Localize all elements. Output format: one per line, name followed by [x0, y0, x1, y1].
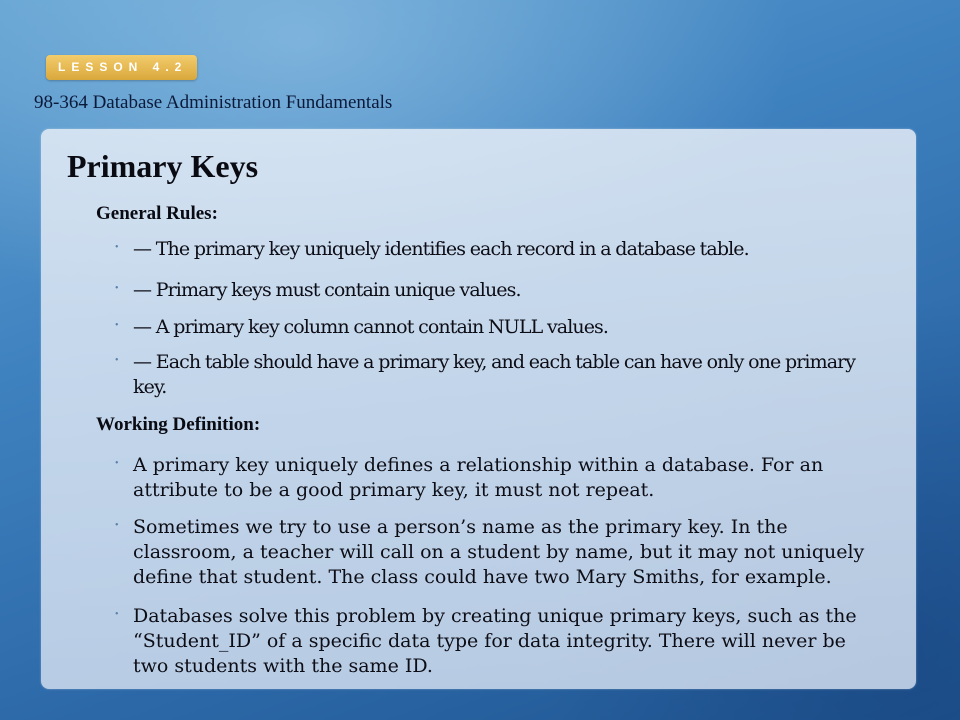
bullet-icon: • [115, 609, 119, 620]
list-item: — Primary keys must contain unique values. [133, 279, 521, 301]
course-title: 98-364 Database Administration Fundamentals [34, 92, 393, 113]
list-item: — Each table should have a primary key, and each table can have only one primary key. [133, 351, 856, 398]
list-item: — A primary key column cannot contain NULL values. [133, 316, 609, 338]
slide-title: Primary Keys [67, 148, 259, 184]
bullet-icon: • [115, 320, 119, 331]
section-heading-general-rules: General Rules: [96, 203, 218, 224]
section-heading-working-definition: Working Definition: [96, 414, 261, 435]
bullet-icon: • [115, 283, 119, 294]
bullet-icon: • [115, 458, 119, 469]
bullet-icon: • [115, 520, 119, 531]
lesson-badge: LESSON 4.2 [46, 55, 197, 80]
list-item: Sometimes we try to use a person’s name as the primary key. In the classroom, a teacher will call on a student by name, but it may not uniquely define that student. The class could have two Mary Smiths, for example. [133, 516, 865, 588]
list-item: Databases solve this problem by creating unique primary keys, such as the “Student_ID” of a specific data type for data integrity. There will never be two students with the same ID. [133, 605, 857, 677]
list-item: — The primary key uniquely identifies each record in a database table. [133, 238, 749, 260]
list-item: A primary key uniquely defines a relationship within a database. For an attribute to be a good primary key, it must not repeat. [133, 454, 824, 501]
bullet-icon: • [115, 355, 119, 366]
bullet-icon: • [115, 242, 119, 253]
